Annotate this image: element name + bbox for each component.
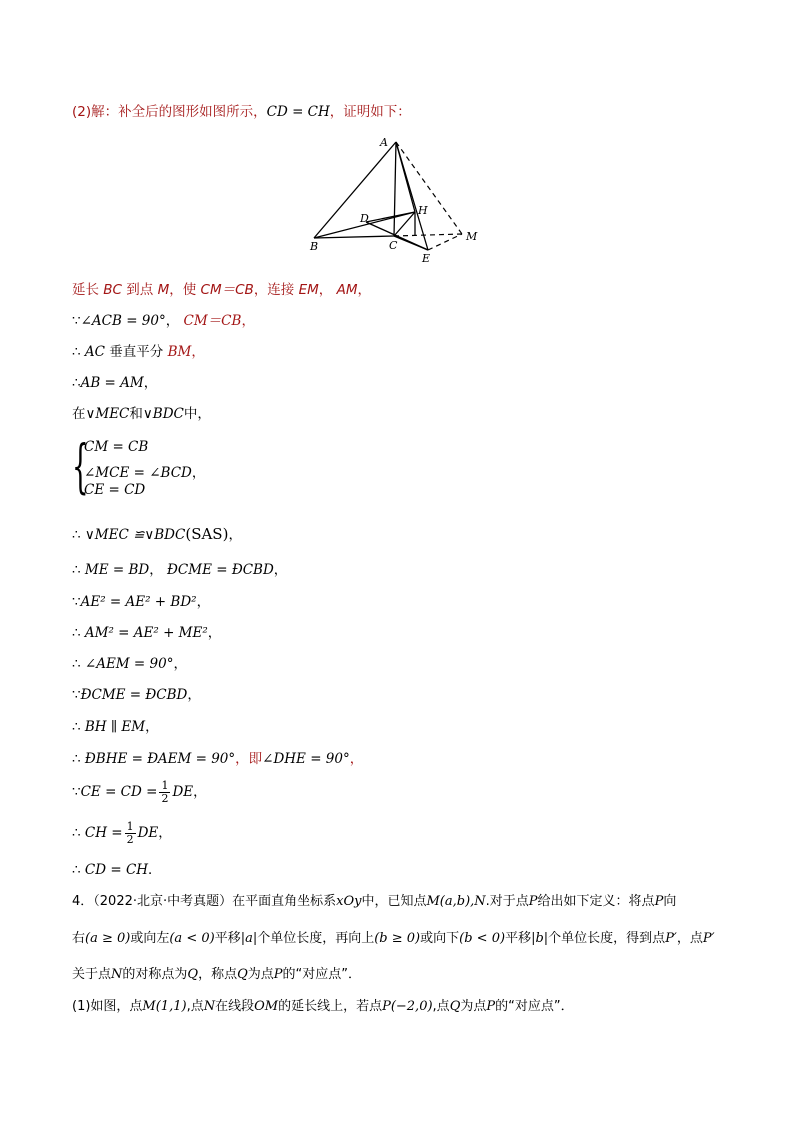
q4-text: 为点 <box>247 967 274 982</box>
s7-math: ÐCME = ÐCBD <box>167 562 274 578</box>
system-row-3: CE = CD <box>84 482 146 498</box>
q4-text: 平移 <box>505 931 532 946</box>
therefore-symbol: ∴ <box>72 527 81 543</box>
s9-text: ， <box>207 625 222 641</box>
q4-text: 为点 <box>460 999 487 1014</box>
step-10 <box>72 655 187 673</box>
label-C: C <box>389 239 398 252</box>
s16-text: ． <box>148 862 162 878</box>
q4-text: 关于点 <box>72 967 112 982</box>
q4-math: (a ≥ 0) <box>85 931 131 946</box>
s8-math: AE² = AE² + BD² <box>80 594 197 610</box>
because-symbol: ∵ <box>72 313 81 329</box>
q4-math: Q <box>187 967 199 982</box>
q4-math: P <box>528 894 538 909</box>
s1-text: ， <box>357 282 371 298</box>
s11-math: ÐCME = ÐCBD <box>80 687 188 703</box>
part2-tail: ，证明如下： <box>329 104 411 120</box>
q4-line-3 <box>72 966 361 984</box>
q4-text: 右 <box>72 931 86 946</box>
q4-text: 在线段 <box>215 999 255 1014</box>
q4-math: M(1,1) <box>142 999 187 1014</box>
s10-math: ∠AEM = 90° <box>84 656 174 672</box>
s1-math: EM <box>298 282 319 298</box>
s6-math: ∨MEC ≌∨BDC <box>84 527 186 543</box>
q4-line-1 <box>72 893 676 911</box>
q4-math: |a| <box>240 931 258 946</box>
label-M: M <box>466 230 478 243</box>
s8-text: ， <box>196 594 211 610</box>
q4-math: P′ <box>702 931 715 946</box>
q4-text: .对于点 <box>485 894 529 909</box>
segment-BC <box>314 236 394 238</box>
s5-math: ∨BDC <box>142 406 184 422</box>
system-row-2-tail: ， <box>191 465 206 481</box>
label-A: A <box>380 136 388 149</box>
s3-text: ， <box>191 344 205 360</box>
s3-math: AC <box>84 344 105 360</box>
q4-math: P′ <box>665 931 677 946</box>
s2-math: CM＝CB <box>183 313 242 329</box>
q4-text: 或向下 <box>420 931 460 946</box>
step-13 <box>72 750 363 768</box>
s2-math: ∠ACB = 90° <box>80 313 166 329</box>
s3-math: BM <box>167 344 192 360</box>
s13-text: ， <box>349 751 364 767</box>
s1-math: BC <box>103 282 122 298</box>
q4-math: N <box>203 999 216 1014</box>
label-D: D <box>360 212 369 225</box>
therefore-symbol: ∴ <box>72 375 81 391</box>
s12-text: ， <box>145 719 159 735</box>
therefore-symbol: ∴ <box>72 825 81 841</box>
label-B: B <box>310 240 319 253</box>
q4-math: P <box>486 999 496 1014</box>
step-7 <box>72 561 287 579</box>
s16-math: CD = CH <box>84 862 149 878</box>
step-3 <box>72 343 205 361</box>
therefore-symbol: ∴ <box>72 862 81 878</box>
step-8 <box>72 593 210 611</box>
s1-math: AM <box>336 282 358 298</box>
fraction-one-half <box>159 780 170 805</box>
q4-math: P(−2,0) <box>382 999 433 1014</box>
therefore-symbol: ∴ <box>72 344 81 360</box>
q4-text: 的“对应点”． <box>282 967 362 982</box>
s1-text: ，连接 <box>253 282 295 298</box>
s13-text: ，即 <box>235 751 263 767</box>
fraction-numerator: 1 <box>161 779 169 792</box>
step-12 <box>72 718 159 736</box>
label-E: E <box>422 252 431 265</box>
s1-text: ， <box>318 282 333 298</box>
s14-math: CE = CD = <box>80 784 158 800</box>
s7-text: ， <box>273 562 288 578</box>
geometry-figure <box>300 130 490 270</box>
s12-math: BH ∥ EM <box>84 719 146 735</box>
q4-text: ,点 <box>432 999 450 1014</box>
q4-math: P <box>273 967 283 982</box>
q4-math: OM <box>254 999 279 1014</box>
step-5 <box>72 405 211 423</box>
q4-math: (b ≥ 0) <box>374 931 421 946</box>
label-H: H <box>418 204 428 217</box>
q4-text: 的“对应点”． <box>495 999 574 1014</box>
s1-text: 延长 <box>72 282 99 298</box>
s2-text: ， <box>165 313 180 329</box>
s6-math: (SAS) <box>185 525 229 543</box>
s1-math: M <box>157 282 170 298</box>
segment-AC <box>394 142 396 236</box>
q4-math: (a < 0) <box>169 931 215 946</box>
therefore-symbol: ∴ <box>72 625 81 641</box>
s15-text: ， <box>158 825 172 841</box>
s1-text: 到点 <box>126 282 154 298</box>
q4-math: Q <box>237 967 248 982</box>
q4-text: ,点 <box>186 999 204 1014</box>
fraction-denominator: 2 <box>126 833 134 846</box>
s15-math: CH = <box>84 825 123 841</box>
s3-text: 垂直平分 <box>109 344 164 360</box>
q4-math: (b < 0) <box>459 931 506 946</box>
s10-text: ， <box>173 656 187 672</box>
q4-line-4 <box>72 998 574 1016</box>
because-symbol: ∵ <box>72 687 81 703</box>
step-4 <box>72 374 157 392</box>
q4-text: 向 <box>663 894 677 909</box>
segment-AE <box>396 142 428 250</box>
step-9 <box>72 624 221 642</box>
part2-heading <box>72 103 411 121</box>
dashed-EM <box>428 234 462 250</box>
s15-math: DE <box>137 825 159 841</box>
left-brace: { <box>72 432 89 500</box>
q4-text: 给出如下定义：将点 <box>537 894 655 909</box>
s4-math: AB = AM <box>80 375 144 391</box>
part2-label: (2)解：补全后的图形如图所示， <box>72 104 267 120</box>
q4-text: 或向左 <box>130 931 170 946</box>
step-15 <box>72 821 172 846</box>
s7-text: ， <box>149 562 163 578</box>
s1-math: CM＝CB <box>200 282 254 298</box>
equation-system <box>72 432 272 502</box>
s5-text: 中， <box>183 406 211 422</box>
q4-text: ，称点 <box>198 967 238 982</box>
step-11 <box>72 686 201 704</box>
s5-text: 和 <box>129 406 143 422</box>
step-6 <box>72 525 242 544</box>
q4-text: (1)如图，点 <box>72 999 143 1014</box>
s4-text: ， <box>143 375 158 391</box>
s2-text: ， <box>241 313 255 329</box>
q4-math: M(a,b),N <box>426 894 486 909</box>
s9-math: AM² = AE² + ME² <box>84 625 208 641</box>
step-1 <box>72 281 371 299</box>
s13-math: ∠DHE = 90° <box>262 751 350 767</box>
therefore-symbol: ∴ <box>72 751 81 767</box>
fraction-one-half <box>125 821 136 846</box>
q4-math: Q <box>449 999 461 1014</box>
s1-text: ，使 <box>169 282 197 298</box>
s5-text: 在 <box>72 406 86 422</box>
s13-math: ÐBHE = ÐAEM = 90° <box>84 751 236 767</box>
system-row-2 <box>84 461 205 481</box>
system-row-1: CM = CB <box>84 439 149 455</box>
q4-line-2 <box>72 930 715 948</box>
q4-text: 的对称点为 <box>122 967 188 982</box>
q4-text: 个单位长度，得到点 <box>548 931 666 946</box>
q4-math: P <box>654 894 664 909</box>
s5-math: ∨MEC <box>85 406 130 422</box>
fraction-numerator: 1 <box>126 820 134 833</box>
s14-text: ， <box>193 784 207 800</box>
s14-math: DE <box>172 784 194 800</box>
segment-CE <box>394 236 428 250</box>
q4-text: ，点 <box>676 931 703 946</box>
q4-text: 中，已知点 <box>361 894 427 909</box>
step-2 <box>72 312 255 330</box>
s11-text: ， <box>187 687 201 703</box>
system-row-2-math: ∠MCE = ∠BCD <box>84 465 192 481</box>
part2-math: CD = CH <box>266 104 330 120</box>
therefore-symbol: ∴ <box>72 656 81 672</box>
q4-math: N <box>111 967 123 982</box>
because-symbol: ∵ <box>72 594 81 610</box>
q4-math: |b| <box>531 931 549 946</box>
step-14 <box>72 780 207 805</box>
segment-AB <box>314 142 396 238</box>
step-16 <box>72 861 162 879</box>
dashed-AM <box>396 142 462 234</box>
q4-text: 的延长线上，若点 <box>278 999 383 1014</box>
dashed-CM <box>394 234 462 236</box>
s6-text: ， <box>228 527 242 543</box>
q4-text: 4．（2022·北京·中考真题）在平面直角坐标系 <box>72 894 337 909</box>
therefore-symbol: ∴ <box>72 719 81 735</box>
q4-text: 平移 <box>214 931 241 946</box>
q4-text: 个单位长度，再向上 <box>257 931 375 946</box>
because-symbol: ∵ <box>72 784 81 800</box>
therefore-symbol: ∴ <box>72 562 81 578</box>
q4-math: xOy <box>336 894 362 909</box>
fraction-denominator: 2 <box>161 792 169 805</box>
s7-math: ME = BD <box>84 562 150 578</box>
